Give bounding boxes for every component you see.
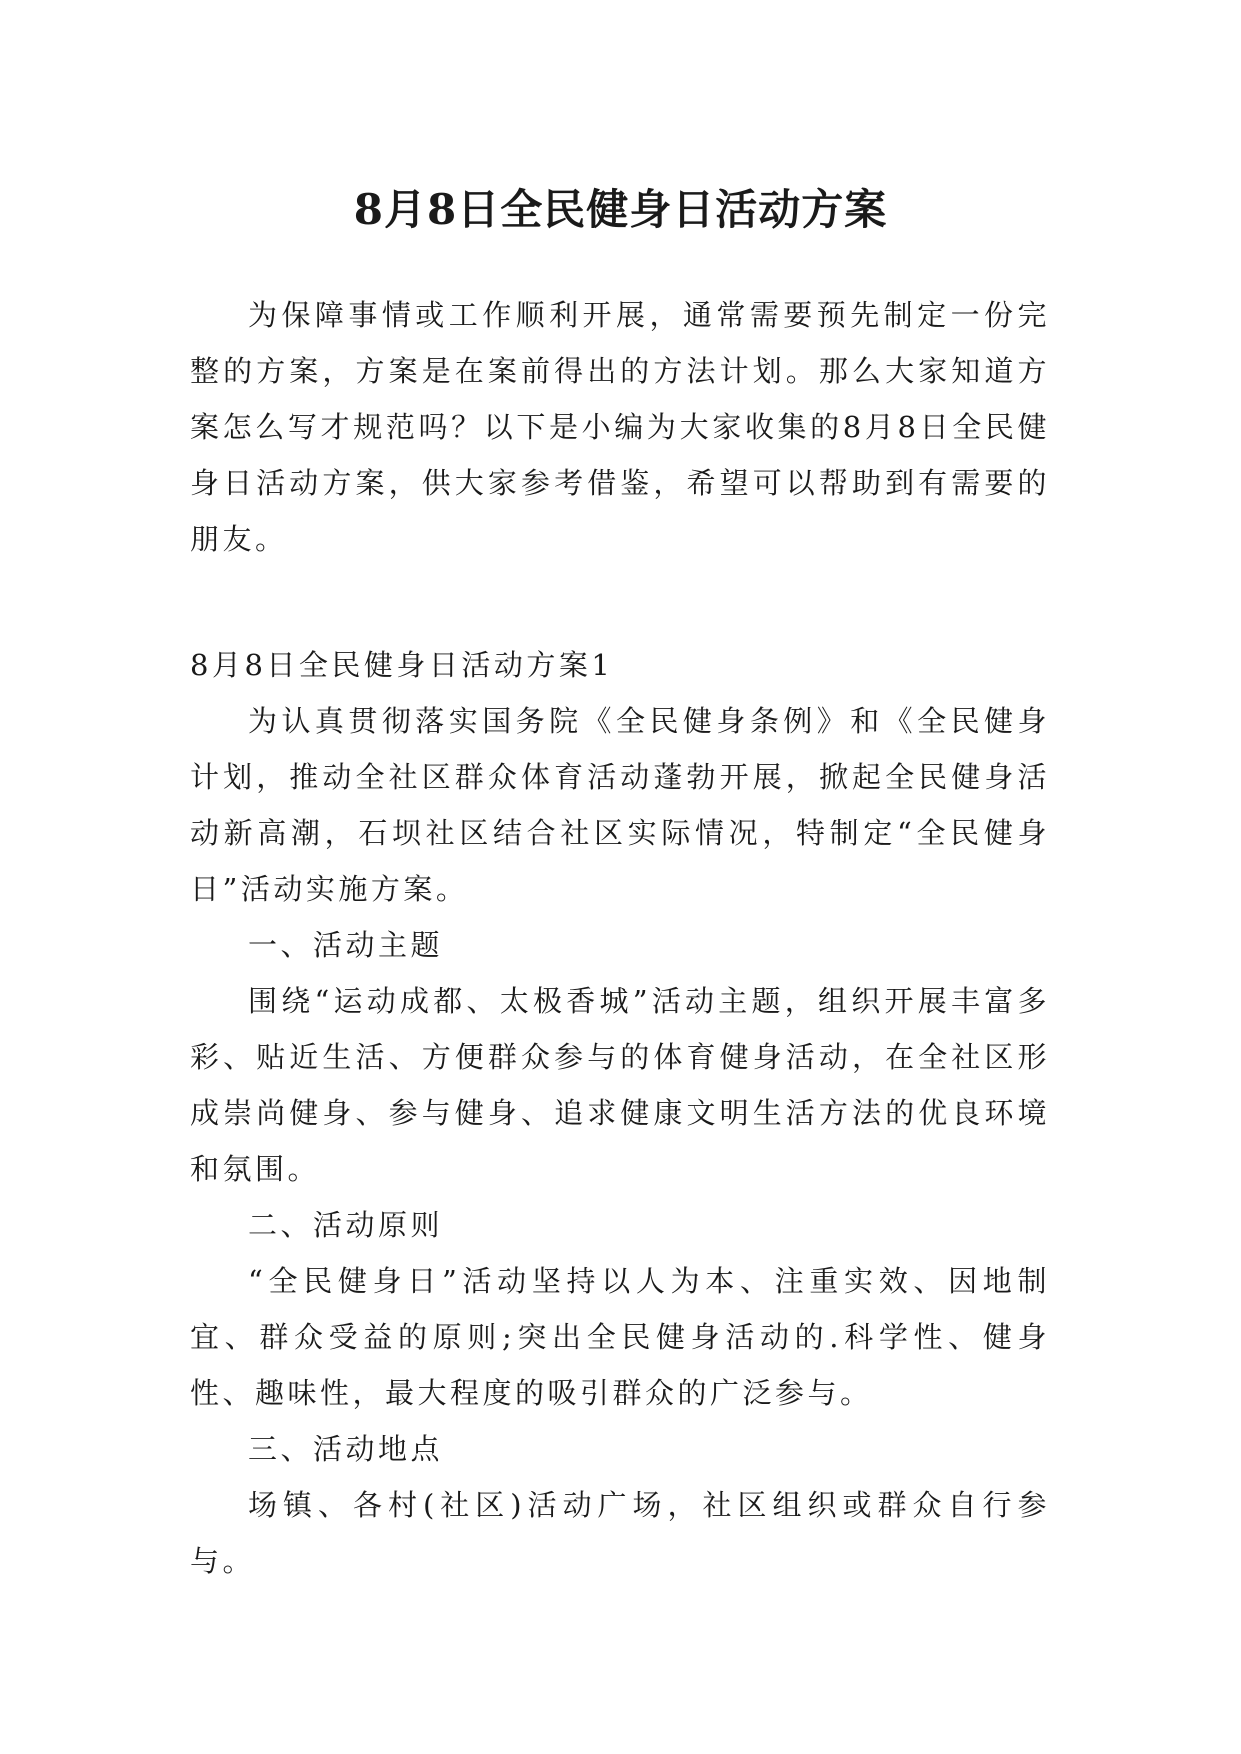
intro-paragraph: 为保障事情或工作顺利开展，通常需要预先制定一份完整的方案，方案是在案前得出的方法计划。那么大家知道方案怎么写才规范吗？以下是小编为大家收集的8月8日全民健身日活动方案，供大家参考借鉴，希望可以帮助到有需要的朋友。 [190, 298, 1050, 556]
body-paragraph: 围绕“运动成都、太极香城”活动主题，组织开展丰富多彩、贴近生活、方便群众参与的体育健身活动，在全社区形成崇尚健身、参与健身、追求健康文明生活方法的优良环境和氛围。 [190, 984, 1050, 1186]
subheading-theme: 一、活动主题 [248, 928, 444, 962]
subheading-location: 三、活动地点 [248, 1432, 444, 1466]
body-paragraph: 为认真贯彻落实国务院《全民健身条例》和《全民健身计划，推动全社区群众体育活动蓬勃开展，掀起全民健身活动新高潮，石坝社区结合社区实际情况，特制定“全民健身日”活动实施方案。 [190, 704, 1050, 906]
section-heading: 8月8日全民健身日活动方案1 [190, 648, 614, 682]
intro-paragraph-block [190, 287, 1050, 567]
document-title: 8月8日全民健身日活动方案 [353, 185, 888, 235]
body-paragraph: 场镇、各村(社区)活动广场，社区组织或群众自行参与。 [190, 1488, 1050, 1578]
body-paragraph: “全民健身日”活动坚持以人为本、注重实效、因地制宜、群众受益的原则;突出全民健身活动的.科学性、健身性、趣味性，最大程度的吸引群众的广泛参与。 [190, 1264, 1050, 1410]
section-body [190, 693, 1050, 1589]
subheading-principle: 二、活动原则 [248, 1208, 444, 1242]
section-heading-block [190, 637, 1050, 693]
